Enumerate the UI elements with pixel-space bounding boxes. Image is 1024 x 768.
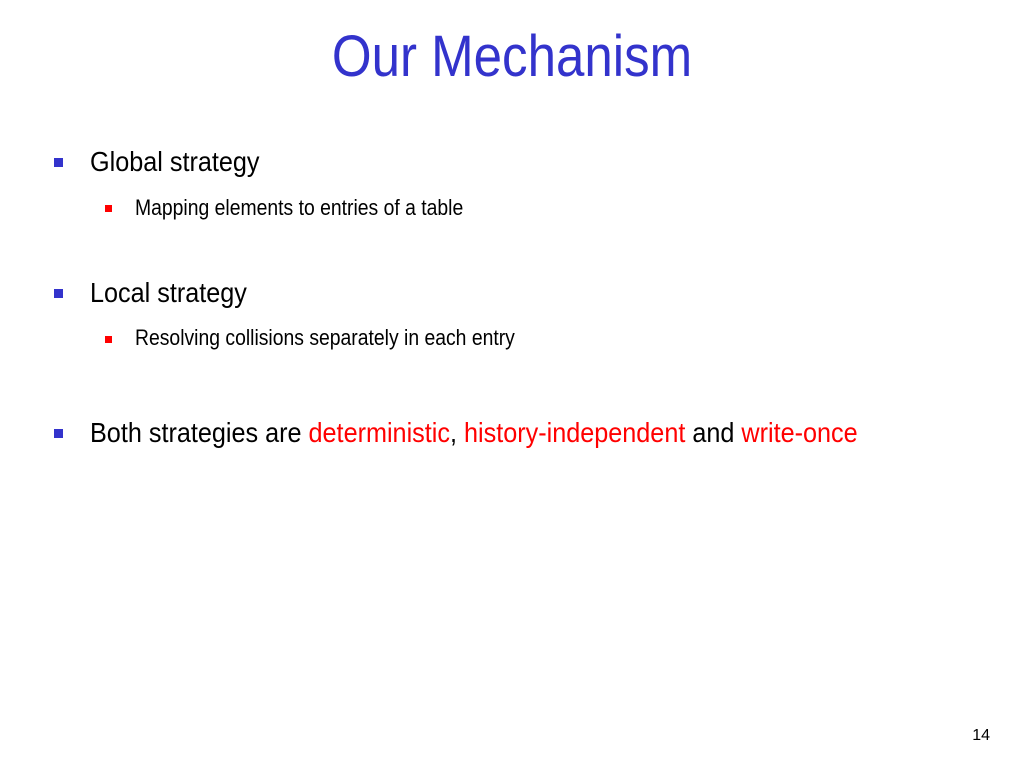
bullet-text: Both strategies are (90, 417, 309, 448)
level1-bullet-icon (54, 289, 63, 298)
level2-bullet-icon (105, 205, 112, 212)
slide-title: Our Mechanism (331, 24, 693, 89)
bullet-local-strategy: Local strategy (90, 277, 247, 308)
bullet-global-strategy: Global strategy (90, 146, 260, 177)
level1-bullet-icon (54, 158, 63, 167)
level2-bullet-icon (105, 336, 112, 343)
highlight-deterministic: deterministic (308, 417, 450, 448)
level1-bullet-icon (54, 429, 63, 438)
sub-bullet-mapping-elements: Mapping elements to entries of a table (135, 195, 464, 220)
bullet-text: , (449, 417, 464, 448)
bullet-both-strategies (90, 416, 858, 450)
page-number: 14 (972, 727, 990, 744)
highlight-write-once: write-once (741, 417, 858, 448)
highlight-history-independent: history-independent (463, 417, 686, 448)
sub-bullet-resolving-collisions: Resolving collisions separately in each entry (135, 325, 515, 350)
bullet-text: and (685, 417, 742, 448)
